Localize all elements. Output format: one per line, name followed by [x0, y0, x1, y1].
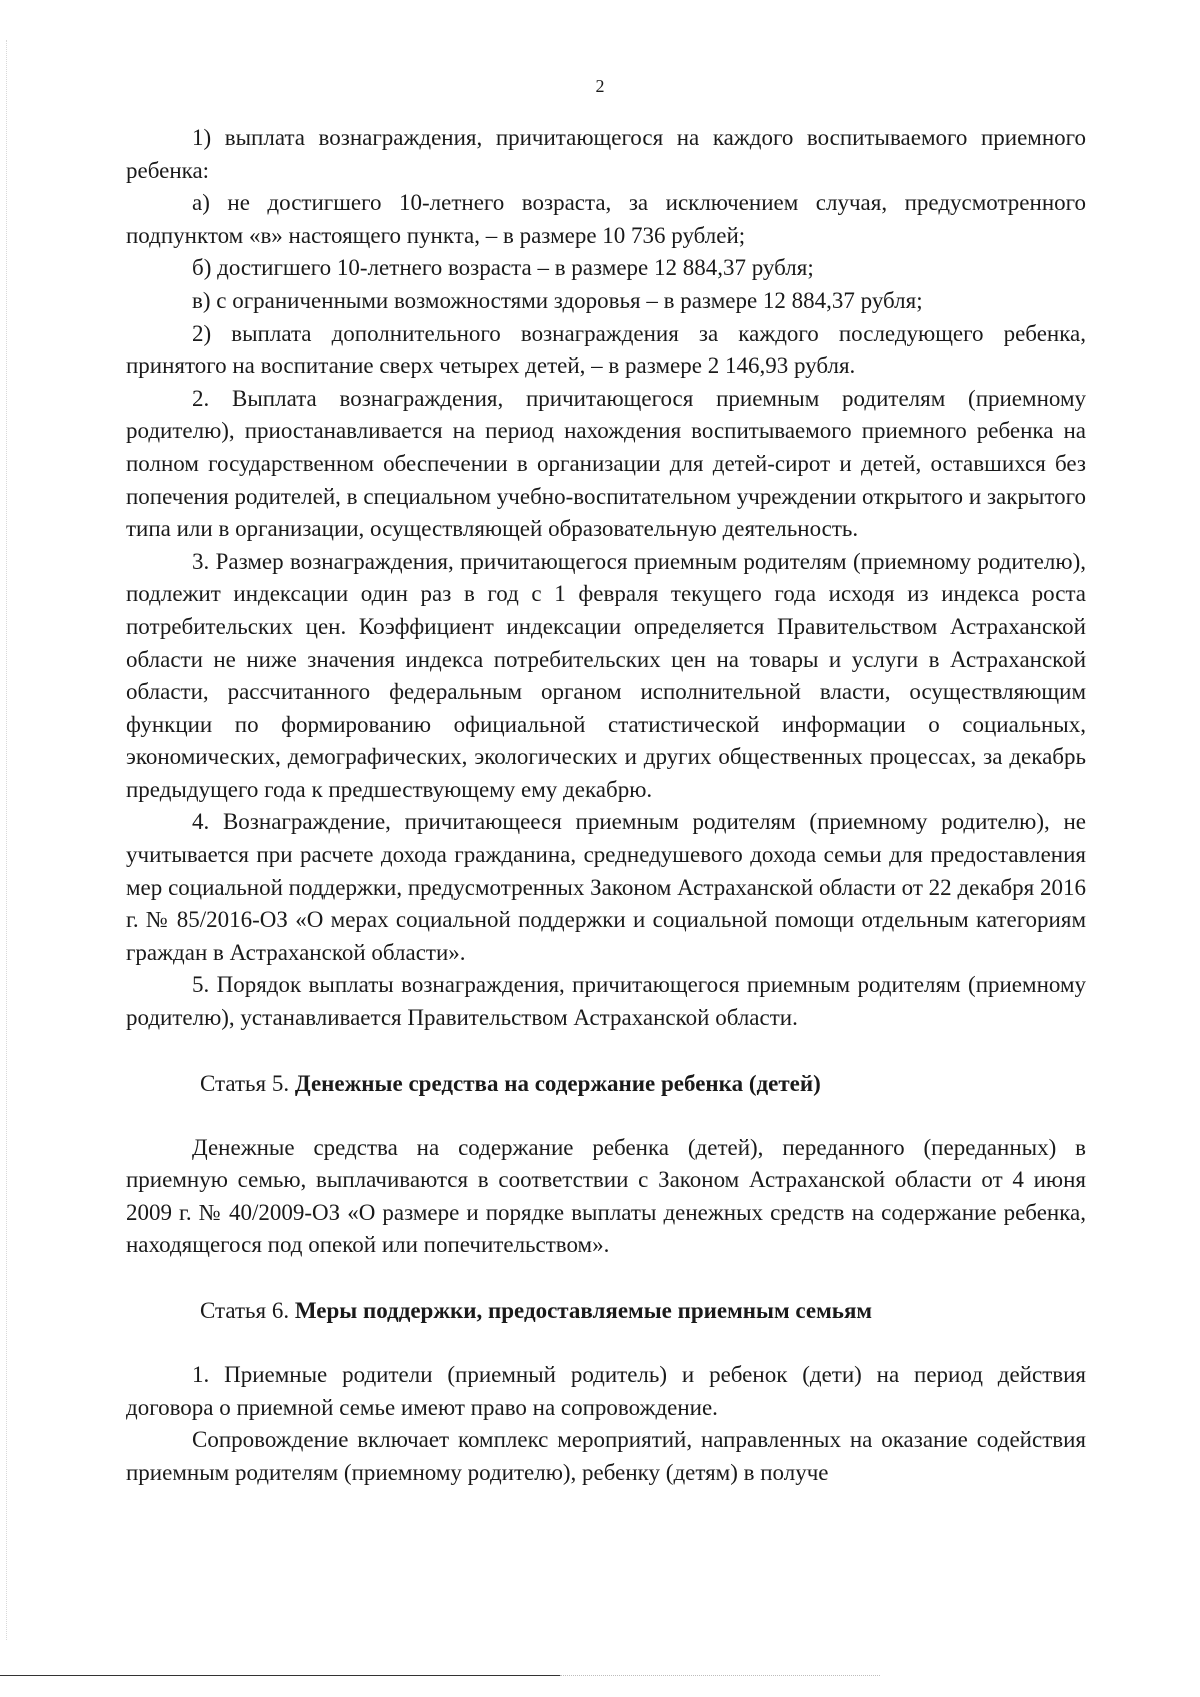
article-5-paragraph: Денежные средства на содержание ребенка (детей), переданного (переданных) в приемную семью, выплачиваются в соответствии с Законом Астраханской области от 4 июня 2009 г. № 40/2009-ОЗ «О размере и порядке выплаты денежных средств на содержание ребенка, находящегося под опекой или попечительством». — [126, 1134, 1086, 1258]
paragraph-item-1: 1) выплата вознаграждения, причитающегося на каждого воспитываемого приемного ребенка: — [126, 125, 1086, 183]
paragraph-point-4: 4. Вознаграждение, причитающееся приемным родителям (приемному родителю), не учитывается при расчете дохода гражданина, среднедушевого дохода семьи для предоставления мер социальной поддержки, предусмотренных Законом Астраханской области от 22 декабря 2016 г. № 85/2016-ОЗ «О мерах социальной поддержки и социальной помощи отдельным категориям граждан в Астраханской области». — [126, 809, 1086, 965]
bottom-rule — [0, 1675, 560, 1676]
paragraph-point-3: 3. Размер вознаграждения, причитающегося приемным родителям (приемному родителю), подлежит индексации один раз в год с 1 февраля текущего года исходя из индекса роста потребительских цен. Коэффициент индексации определяется Правительством Астраханской области не ниже значения индекса потребительских цен на товары и услуги в Астраханской области, рассчитанного федеральным органом исполнительной власти, осуществляющим функции по формированию официальной статистической информации о социальных, экономических, демографических, экологических и других общественных процессах, за декабрь предыдущего года к предшествующему ему декабрю. — [126, 548, 1086, 802]
paragraph-point-5: 5. Порядок выплаты вознаграждения, причитающегося приемным родителям (приемному родителю), устанавливается Правительством Астраханской области. — [126, 972, 1086, 1031]
document-body — [126, 122, 1086, 1489]
paragraph-point-2: 2. Выплата вознаграждения, причитающегося приемным родителям (приемному родителю), приостанавливается на период нахождения воспитываемого приемного ребенка на полном государственном обеспечении в организации для детей-сирот и детей, оставшихся без попечения родителей, в специальном учебно-воспитательном учреждении открытого и закрытого типа или в организации, осуществляющей образовательную деятельность. — [126, 385, 1086, 542]
article-5-heading — [126, 1067, 1086, 1100]
bottom-rule-faint — [560, 1675, 880, 1676]
article-6-heading — [126, 1294, 1086, 1327]
paragraph-item-2: 2) выплата дополнительного вознаграждения за каждого последующего ребенка, принятого на воспитание сверх четырех детей, – в размере 2 146,93 рубля. — [126, 320, 1086, 379]
article-6-support-paragraph: Сопровождение включает комплекс мероприятий, направленных на оказание содействия приемным родителям (приемному родителю), ребенку (детям) в получе — [126, 1427, 1086, 1485]
article-5-title: Денежные средства на содержание ребенка (детей) — [294, 1070, 821, 1096]
paragraph-subitem-a: а) не достигшего 10-летнего возраста, за исключением случая, предусмотренного подпунктом «в» настоящего пункта, – в размере 10 736 рублей; — [126, 190, 1086, 248]
paragraph-subitem-v: в) с ограниченными возможностями здоровья – в размере 12 884,37 рубля; — [192, 287, 923, 313]
article-6-point-1: 1. Приемные родители (приемный родитель) и ребенок (дети) на период действия договора о приемной семье имеют право на сопровождение. — [126, 1362, 1086, 1420]
article-5-prefix: Статья 5. — [200, 1070, 295, 1096]
article-6-title: Меры поддержки, предоставляемые приемным семьям — [294, 1298, 873, 1323]
paragraph-subitem-b: б) достигшего 10-летнего возраста – в размере 12 884,37 рубля; — [192, 255, 814, 281]
article-6-prefix: Статья 6. — [200, 1298, 295, 1323]
scan-edge — [6, 40, 7, 1640]
page-number: 2 — [595, 76, 605, 96]
